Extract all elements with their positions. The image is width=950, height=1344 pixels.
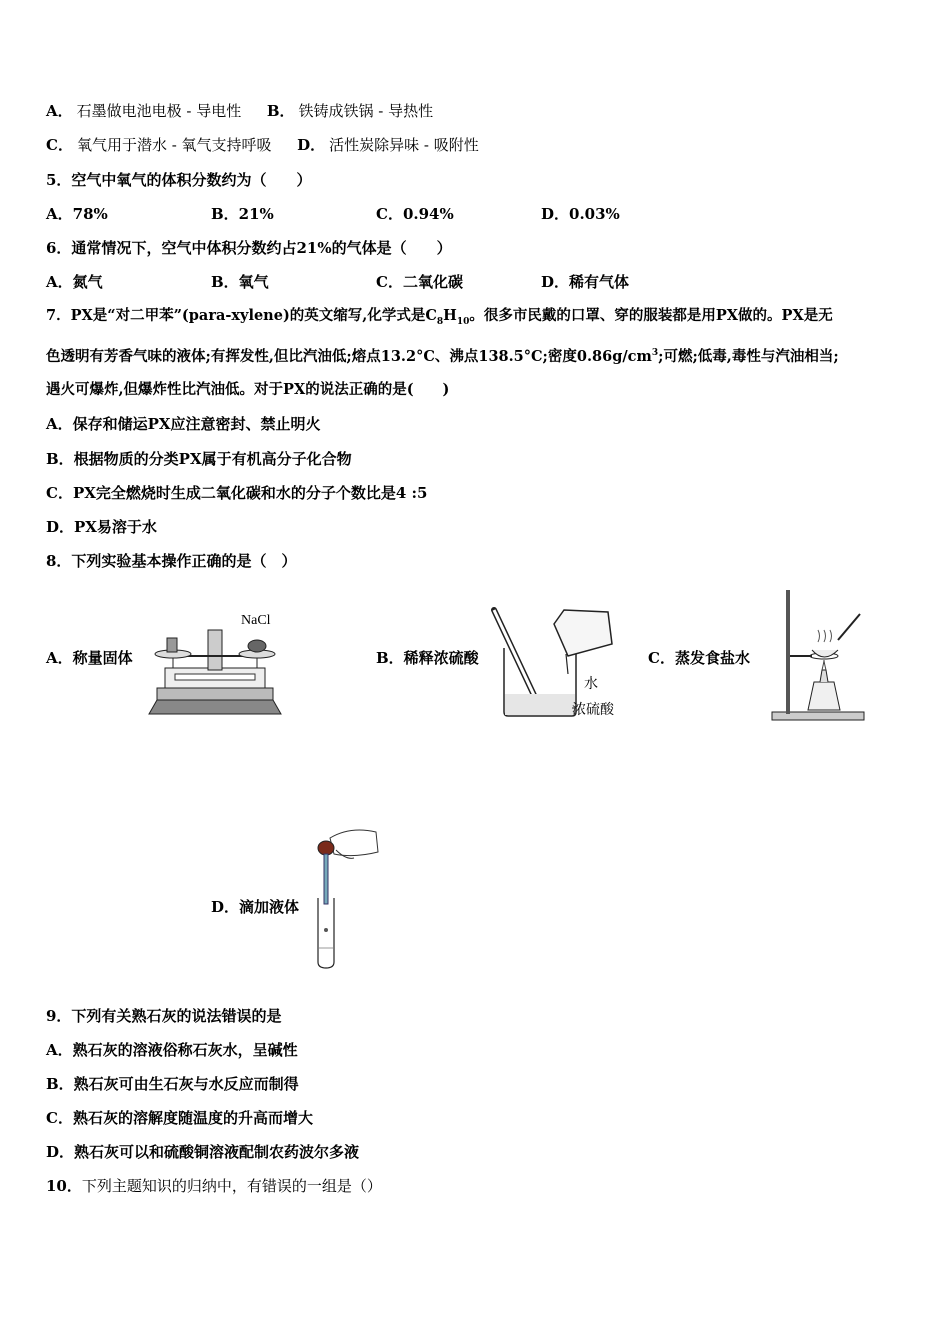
- q7-option-c: C．PX完全燃烧时生成二氧化碳和水的分子个数比是4 :5: [46, 484, 428, 502]
- q7-line1-part-b: H: [443, 307, 457, 324]
- q4-options-row1: [46, 101, 433, 121]
- q6-option-a: A．氮气: [46, 273, 103, 291]
- q4-option-b-label: B．: [266, 102, 295, 120]
- q5-option-a: A．78%: [46, 205, 108, 223]
- q7-option-b: B．根据物质的分类PX属于有机高分子化合物: [46, 450, 352, 468]
- q6-option-d: D．稀有气体: [541, 273, 630, 291]
- q6-stem: 6．通常情况下，空气中体积分数约占21%的气体是（ ）: [46, 239, 452, 257]
- q4-option-a-text: 石墨做电池电极 - 导电性: [76, 102, 242, 120]
- q6-option-c: C．二氧化碳: [376, 273, 463, 291]
- dropper-figure: [306, 824, 386, 970]
- q7-line2-part-b: ;可燃;低毒,毒性与汽油相当;: [658, 347, 839, 365]
- water-label: 水: [584, 675, 598, 691]
- q5-stem: 5．空气中氧气的体积分数约为（ ）: [46, 171, 312, 189]
- q8-option-c-label: C．蒸发食盐水: [648, 649, 750, 667]
- q7-option-a: A．保存和储运PX应注意密封、禁止明火: [46, 415, 321, 433]
- q9-option-d: D．熟石灰可以和硫酸铜溶液配制农药波尔多液: [46, 1143, 360, 1161]
- q7-stem-line3: 遇火可爆炸,但爆炸性比汽油低。对于PX的说法正确的是( ): [46, 381, 450, 398]
- q7-stem-line1: [46, 306, 833, 332]
- q9-stem: 9．下列有关熟石灰的说法错误的是: [46, 1007, 282, 1025]
- q7-line1-part-c: 。很多市民戴的口罩、穿的服装都是用PX做的。PX是无: [469, 307, 833, 324]
- q7-line1-sub1: 8: [436, 316, 444, 327]
- q10-number: 10．: [46, 1177, 82, 1195]
- nacl-label: NaCl: [241, 613, 271, 628]
- q8-option-d-label: D．滴加液体: [211, 898, 300, 916]
- balance-figure: [145, 608, 285, 718]
- q8-option-b-label: B．稀释浓硫酸: [376, 649, 479, 667]
- q5-option-d: D．0.03%: [541, 205, 620, 223]
- q4-option-c-label: C．: [46, 136, 73, 154]
- q8-option-a-label: A．称量固体: [46, 649, 133, 667]
- dilution-figure: [488, 604, 628, 722]
- q4-option-b-text: 铁铸成铁锅 - 导热性: [298, 102, 434, 120]
- q9-option-a: A．熟石灰的溶液俗称石灰水，呈碱性: [46, 1041, 298, 1059]
- q8-stem: 8．下列实验基本操作正确的是（ ）: [46, 552, 297, 570]
- q5-option-c: C．0.94%: [376, 205, 454, 223]
- q4-option-a-label: A．: [46, 102, 73, 120]
- q7-line2-sup: 3: [651, 348, 659, 358]
- q5-option-b: B．21%: [211, 205, 274, 223]
- q9-option-b: B．熟石灰可由生石灰与水反应而制得: [46, 1075, 299, 1093]
- q9-option-c: C．熟石灰的溶解度随温度的升高而增大: [46, 1109, 313, 1127]
- q10-stem: [46, 1176, 382, 1196]
- q7-stem-line2: [46, 343, 839, 367]
- q4-option-d-label: D．: [297, 136, 326, 154]
- acid-label: 浓硫酸: [572, 701, 614, 717]
- q7-option-d: D．PX易溶于水: [46, 518, 157, 536]
- evaporation-figure: [768, 586, 868, 722]
- q7-line1-part-a: 7．PX是“对二甲苯”(para-xylene)的英文缩写,化学式是C: [46, 307, 437, 324]
- q4-option-d-text: 活性炭除异味 - 吸附性: [329, 136, 479, 154]
- q4-options-row2: [46, 135, 479, 155]
- q4-option-c-text: 氧气用于潜水 - 氧气支持呼吸: [76, 136, 272, 154]
- q10-text: 下列主题知识的归纳中，有错误的一组是（）: [81, 1177, 382, 1195]
- q6-option-b: B．氧气: [211, 273, 269, 291]
- q7-line2-part-a: 色透明有芳香气味的液体;有挥发性,但比汽油低;熔点13.2°C、沸点138.5°C;密度0.86g/cm: [46, 347, 652, 365]
- q7-line1-sub2: 10: [456, 316, 470, 327]
